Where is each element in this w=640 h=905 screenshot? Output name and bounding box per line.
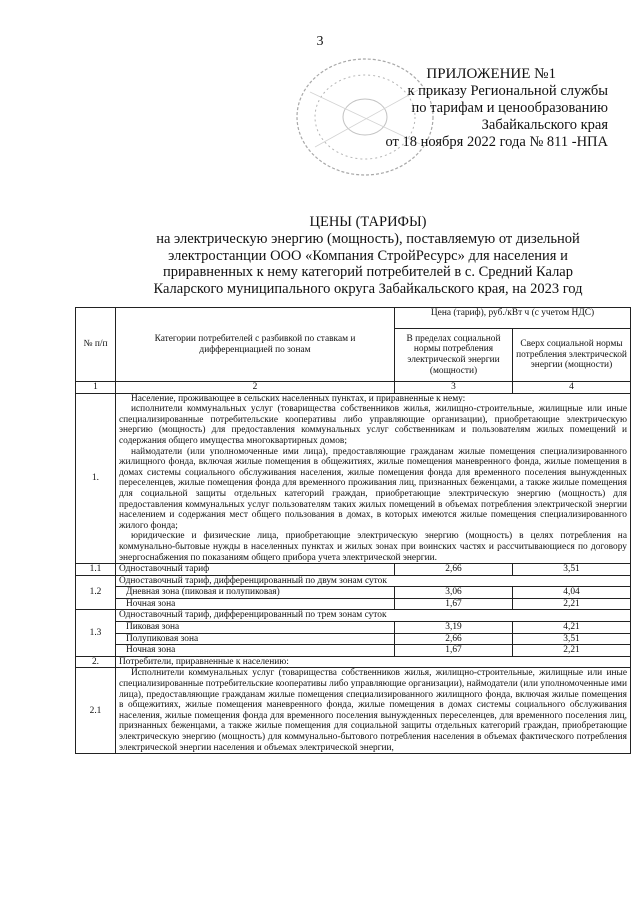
appendix-line: Забайкальского края — [481, 117, 608, 133]
heading-line: приравненных к нему категорий потребителей в с. Средний Калар — [163, 264, 573, 281]
zone-label: Ночная зона — [116, 645, 395, 657]
table-row — [76, 656, 631, 668]
paragraph: юридические и физические лица, приобретающие электрическую энергию (мощность) в целях потребления на коммунально-бытовые нужды в населенных пунктах и жилых зонах при воинских частях и рассчитывающиеся по договору энергоснабжения по показаниям общего прибора учета электрической энергии. — [119, 531, 627, 563]
header-num: № п/п — [76, 308, 116, 382]
colnum: 2 — [116, 382, 395, 394]
header-within-norm: В пределах социальной нормы потребления электрической энергии (мощности) — [395, 329, 513, 382]
paragraph: исполнители коммунальных услуг (товарищества собственников жилья, жилищно-строительные, жилищные или иные специализированные потребительские кооперативы либо управляющие организации), приобретающие электрическую энергию (мощность) для предоставления коммунальных услуг собственникам и пользователям жилых помещений и содержания общего имущества многоквартирных домов; — [119, 404, 627, 446]
price-above: 4,04 — [513, 587, 631, 599]
colnum: 4 — [513, 382, 631, 394]
table-row — [76, 564, 631, 576]
colnum: 3 — [395, 382, 513, 394]
heading-line: электростанции ООО «Компания СтройРесурс» для населения и — [168, 247, 568, 264]
table-row — [76, 668, 631, 754]
page-number: 3 — [316, 34, 324, 49]
table-row — [76, 393, 631, 564]
tariff-table — [75, 307, 631, 754]
zone-row — [76, 633, 631, 645]
zone-label: Ночная зона — [116, 598, 395, 610]
price-within: 1,67 — [395, 645, 513, 657]
header-price: Цена (тариф), руб./кВт ч (с учетом НДС) — [395, 308, 631, 329]
table-header-row — [76, 308, 631, 329]
appendix-title: ПРИЛОЖЕНИЕ №1 — [426, 66, 556, 82]
appendix-line: от 18 ноября 2022 года № 811 -НПА — [385, 134, 608, 150]
zone-label: Пиковая зона — [116, 622, 395, 634]
zone-label: Дневная зона (пиковая и полупиковая) — [116, 587, 395, 599]
row-num: 2. — [76, 656, 116, 668]
header-above-norm: Сверх социальной нормы потребления электрической энергии (мощности) — [513, 329, 631, 382]
row-label: Одноставочный тариф — [116, 564, 395, 576]
price-within: 1,67 — [395, 598, 513, 610]
price-within: 2,66 — [395, 633, 513, 645]
column-number-row — [76, 382, 631, 394]
appendix-block — [350, 66, 608, 151]
header-category: Категории потребителей с разбивкой по ставкам и дифференциацией по зонам — [116, 308, 395, 382]
paragraph: Исполнители коммунальных услуг (товарищества собственников жилья, жилищно-строительные, жилищные или иные специализированные потребительские кооперативы либо управляющие организации), наймодатели (или уполномоченные ими лица), предоставляющие гражданам жилые помещения специализированного жилищного фонда, включая жилые помещения в общежитиях, жилые помещения маневренного фонда, жилые помещения в домах системы социального обслуживания населения, жилые помещения фонда для временного поселения вынужденных переселенцев, для временного поселения лиц, признанных беженцами, а также жилые помещения для социальной защиты отдельных категорий граждан, приобретающие электрическую энергию (мощность) для коммунально-бытового потребления населения в объемах фактического потребления электрической энергии населения и объемах электрической энергии, — [119, 668, 627, 753]
price-within: 2,66 — [395, 564, 513, 576]
row-num: 1.1 — [76, 564, 116, 576]
price-within: 3,19 — [395, 622, 513, 634]
heading-title: ЦЕНЫ (ТАРИФЫ) — [309, 214, 427, 230]
price-within: 3,06 — [395, 587, 513, 599]
zone-label: Полупиковая зона — [116, 633, 395, 645]
paragraph: Население, проживающее в сельских населенных пунктах, и приравненные к нему: — [131, 393, 466, 404]
price-above: 2,21 — [513, 598, 631, 610]
zone-row — [76, 645, 631, 657]
zone-row — [76, 622, 631, 634]
row-num: 1.2 — [76, 575, 116, 610]
row-num: 1.3 — [76, 610, 116, 656]
row-description — [116, 393, 631, 564]
price-above: 3,51 — [513, 633, 631, 645]
row-num: 2.1 — [76, 668, 116, 754]
price-above: 3,51 — [513, 564, 631, 576]
heading-line: Каларского муниципального округа Забайкальского края, на 2023 год — [153, 281, 583, 298]
appendix-line: к приказу Региональной службы — [407, 83, 608, 99]
heading-line: на электрическую энергию (мощность), поставляемую от дизельной — [156, 230, 580, 247]
document-heading — [100, 214, 636, 298]
row-label: Одноставочный тариф, дифференцированный по двум зонам суток — [116, 575, 631, 587]
zone-row — [76, 587, 631, 599]
zone-row — [76, 598, 631, 610]
paragraph: наймодатели (или уполномоченные ими лица), предоставляющие гражданам жилые помещения специализированного жилищного фонда, включая жилые помещения в общежитиях, жилые помещения маневренного фонда, жилые помещения в домах системы социального обслуживания населения, жилые помещения фонда для временного поселения вынужденных переселенцев, жилые помещения фонда для временного проживания лиц, признанных беженцами, а также жилые помещения для социальной защиты отдельных категорий граждан, приобретающие электрическую энергию (мощность) для предоставления коммунальных услуг пользователям таких жилых помещений в объемах потребления электрической энергии населением и содержания мест общего пользования в домах, в которых имеются жилые помещения специализированного жилого фонда; — [119, 446, 627, 531]
appendix-line: по тарифам и ценообразованию — [411, 100, 608, 116]
price-above: 4,21 — [513, 622, 631, 634]
row-description — [116, 668, 631, 754]
row-label: Одноставочный тариф, дифференцированный по трем зонам суток — [116, 610, 631, 622]
table-row — [76, 610, 631, 622]
price-above: 2,21 — [513, 645, 631, 657]
colnum: 1 — [76, 382, 116, 394]
row-label: Потребители, приравненные к населению: — [116, 656, 631, 668]
table-row — [76, 575, 631, 587]
row-num: 1. — [76, 393, 116, 564]
